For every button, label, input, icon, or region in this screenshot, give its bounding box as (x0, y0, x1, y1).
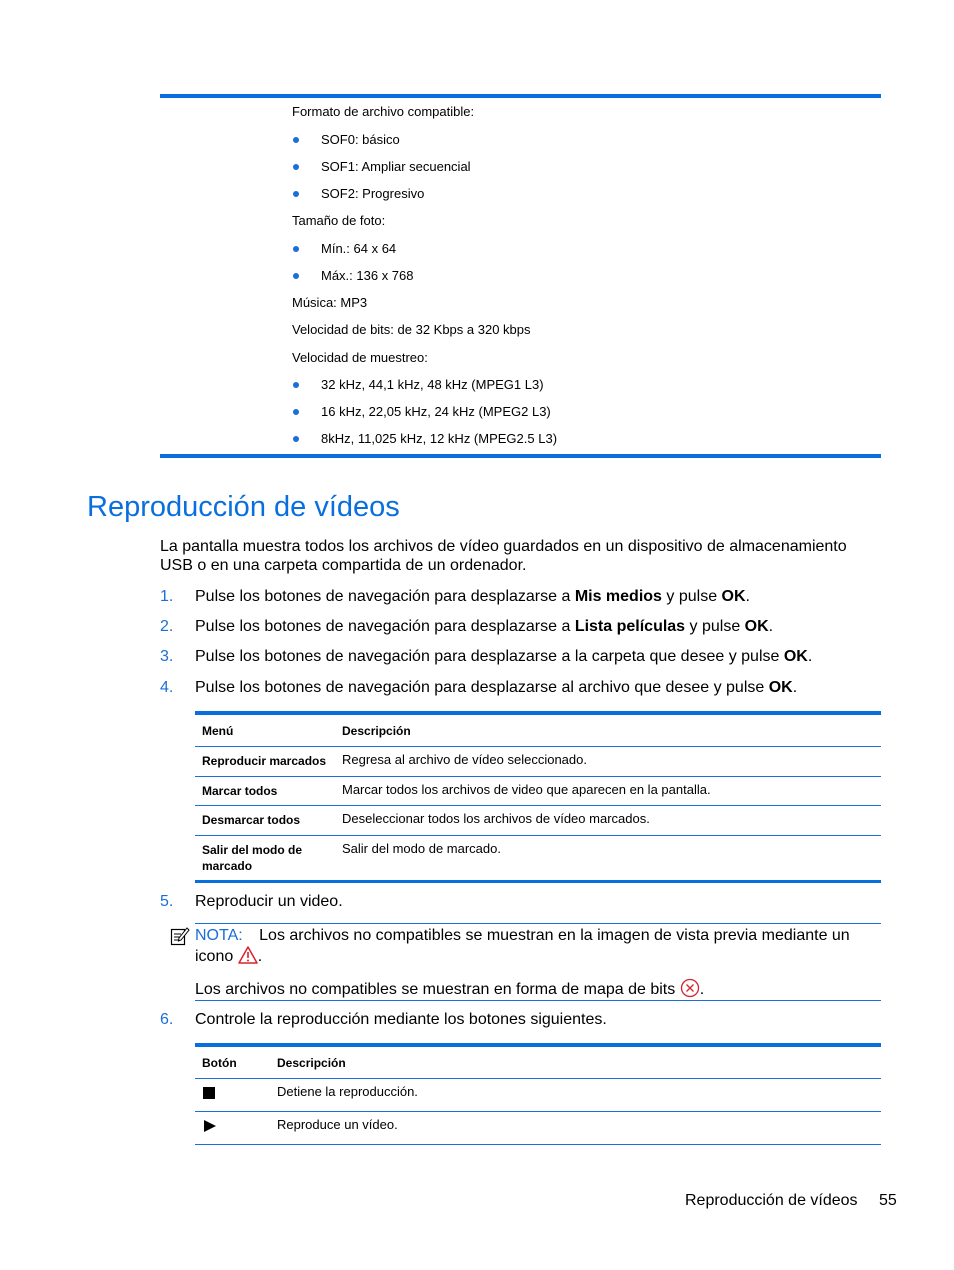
play-icon (203, 1119, 217, 1133)
step-1 (195, 587, 750, 607)
step-6: Controle la reproducción mediante los botones siguientes. (195, 1011, 607, 1028)
step-text: Pulse los botones de navegación para desplazarse a (195, 588, 575, 605)
menu-table-bottom-rule (195, 880, 881, 883)
table-row-menu: Desmarcar todos (202, 813, 301, 827)
page-number: 55 (879, 1192, 897, 1209)
table-row-desc: Deseleccionar todos los archivos de vídeo marcados. (342, 811, 650, 826)
spec-bottom-rule (160, 454, 881, 458)
step-number: 4. (160, 679, 174, 696)
spec-sampling-label: Velocidad de muestreo: (292, 350, 428, 365)
bullet-icon (293, 164, 299, 170)
spec-music: Música: MP3 (292, 295, 368, 310)
table-row-desc: Marcar todos los archivos de video que aparecen en la pantalla. (342, 782, 711, 797)
menu-name: Lista películas (574, 618, 686, 635)
note-line-3 (195, 978, 704, 1000)
ok-key: OK (768, 679, 793, 696)
intro-line-1: La pantalla muestra todos los archivos de vídeo guardados en un dispositivo de almacenamiento (160, 538, 847, 555)
step-text: . (792, 679, 798, 696)
table-row-menu: Salir del modo de marcado (202, 843, 303, 873)
step-text: Pulse los botones de navegación para desplazarse al archivo que desee y pulse (195, 679, 769, 696)
step-3 (195, 647, 812, 667)
button-table-header-button: Botón (202, 1056, 237, 1070)
note-bottom-rule (195, 1000, 881, 1001)
table-divider (195, 1111, 881, 1112)
warning-icon (238, 946, 258, 964)
table-divider (195, 835, 881, 836)
button-table-top-rule (195, 1043, 881, 1047)
table-row-desc: Detiene la reproducción. (277, 1084, 418, 1099)
note-line-2 (195, 946, 262, 967)
spec-format-label: Formato de archivo compatible: (292, 104, 475, 119)
bullet-icon (293, 191, 299, 197)
bullet-icon (293, 382, 299, 388)
spec-sampling-item: 16 kHz, 22,05 kHz, 24 kHz (MPEG2 L3) (321, 404, 551, 419)
step-text: y pulse (685, 618, 745, 635)
note-icon (170, 926, 190, 946)
step-text: . (768, 618, 774, 635)
table-divider (195, 805, 881, 806)
step-text: y pulse (661, 588, 722, 605)
spec-top-rule (160, 94, 881, 98)
table-row-desc: Salir del modo de marcado. (342, 841, 501, 856)
note-text: Los archivos no compatibles se muestran en forma de mapa de bits (195, 981, 676, 998)
step-number: 2. (160, 618, 174, 635)
stop-icon (203, 1087, 215, 1099)
menu-table-header-desc: Descripción (342, 724, 411, 738)
note-text: icono (195, 948, 234, 965)
bullet-icon (293, 409, 299, 415)
menu-table-top-rule (195, 711, 881, 715)
spec-format-item: SOF2: Progresivo (321, 186, 425, 201)
table-row-menu: Marcar todos (202, 784, 278, 798)
step-text: . (745, 588, 750, 605)
menu-name: Mis medios (574, 588, 662, 605)
note-label: NOTA: (195, 927, 243, 944)
table-divider (195, 776, 881, 777)
ok-key: OK (744, 618, 769, 635)
step-text: Pulse los botones de navegación para desplazarse a la carpeta que desee y pulse (195, 648, 784, 665)
ok-key: OK (783, 648, 808, 665)
bullet-icon (293, 137, 299, 143)
note-text: . (699, 981, 705, 998)
spec-size-label: Tamaño de foto: (292, 213, 386, 228)
note-top-rule (195, 923, 881, 924)
step-4 (195, 678, 797, 698)
bitmap-error-icon (680, 978, 700, 998)
table-divider (195, 1144, 881, 1145)
step-text: . (807, 648, 813, 665)
bullet-icon (293, 436, 299, 442)
menu-table-header-menu: Menú (202, 724, 234, 738)
spec-format-item: SOF0: básico (321, 132, 400, 147)
spec-size-item: Mín.: 64 x 64 (321, 241, 397, 256)
step-number: 5. (160, 893, 174, 910)
spec-size-item: Máx.: 136 x 768 (321, 268, 414, 283)
table-divider (195, 1078, 881, 1079)
table-row-desc: Regresa al archivo de vídeo seleccionado. (342, 752, 587, 767)
spec-sampling-item: 8kHz, 11,025 kHz, 12 kHz (MPEG2.5 L3) (321, 431, 558, 446)
table-divider (195, 746, 881, 747)
note-text: Los archivos no compatibles se muestran en la imagen de vista previa mediante un (259, 927, 850, 944)
note-line-1 (195, 926, 850, 946)
note-text: . (257, 948, 263, 965)
bullet-icon (293, 273, 299, 279)
step-number: 6. (160, 1011, 174, 1028)
spec-format-item: SOF1: Ampliar secuencial (321, 159, 471, 174)
step-2 (195, 617, 773, 637)
section-title: Reproducción de vídeos (87, 491, 400, 523)
button-table-header-desc: Descripción (277, 1056, 346, 1070)
spec-bitrate: Velocidad de bits: de 32 Kbps a 320 kbps (292, 322, 531, 337)
step-5: Reproducir un video. (195, 893, 343, 910)
intro-line-2: USB o en una carpeta compartida de un ordenador. (160, 557, 527, 574)
step-number: 1. (160, 588, 174, 605)
table-row-desc: Reproduce un vídeo. (277, 1117, 398, 1132)
table-row-menu: Reproducir marcados (202, 754, 327, 768)
ok-key: OK (721, 588, 746, 605)
bullet-icon (293, 246, 299, 252)
footer-section: Reproducción de vídeos (685, 1192, 858, 1209)
step-text: Pulse los botones de navegación para desplazarse a (195, 618, 575, 635)
step-number: 3. (160, 648, 174, 665)
spec-sampling-item: 32 kHz, 44,1 kHz, 48 kHz (MPEG1 L3) (321, 377, 544, 392)
